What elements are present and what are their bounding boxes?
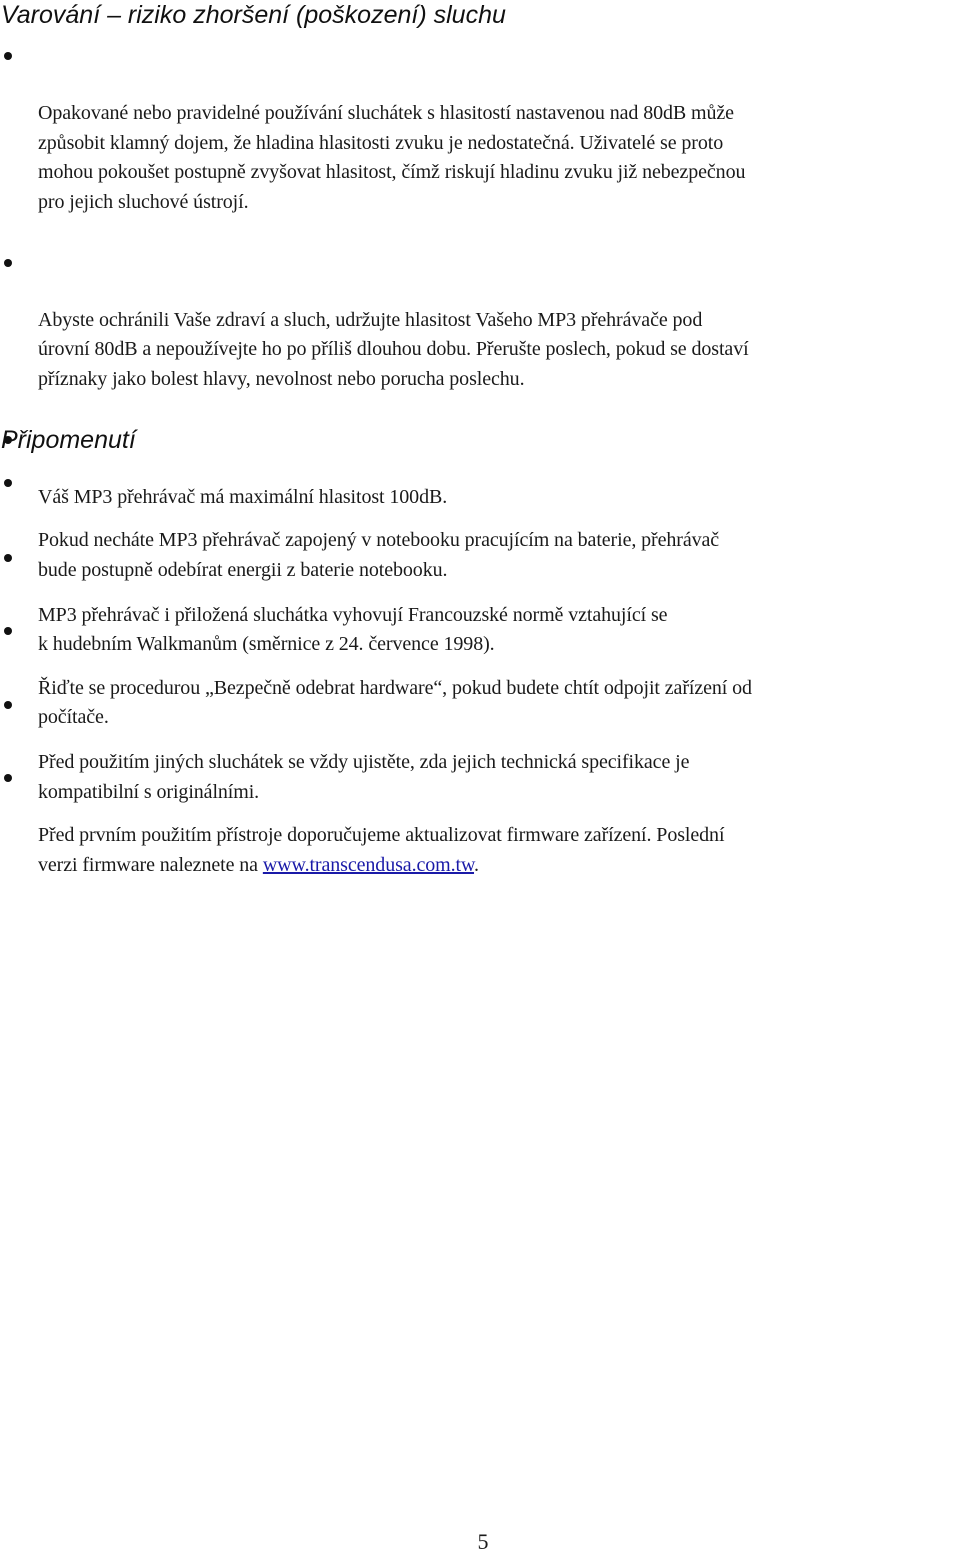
bullet-icon <box>4 774 12 782</box>
bullet-icon <box>4 479 12 487</box>
list-item <box>0 40 960 247</box>
list-item <box>0 467 960 615</box>
list-item-text: Opakované nebo pravidelné používání sluchátek s hlasitostí nastavenou nad 80dB může způsobit klamný dojem, že hladina hlasitosti zvuku je nedostatečná. Uživatelé se proto mohou pokoušet postupně zvyšovat hlasitost, čímž riskují hladinu zvuku již nebezpečnou pro jejich sluchové ústrojí. <box>38 102 746 213</box>
list-item-text <box>38 821 960 880</box>
bullet-icon <box>4 259 12 267</box>
reminder-list <box>0 467 960 910</box>
bullet-icon <box>4 52 12 60</box>
warning-heading: Varování – riziko zhoršení (poškození) sluchu <box>1 1 506 29</box>
list-item-text-before-link: Před prvním použitím přístroje doporučujeme aktualizovat firmware zařízení. Poslední verzi firmware naleznete na <box>38 824 725 876</box>
bullet-icon <box>4 627 12 635</box>
page-number: 5 <box>477 1529 489 1554</box>
list-item-text: Pokud necháte MP3 přehrávač zapojený v notebooku pracujícím na baterie, přehrávač bude postupně odebírat energii z baterie notebooku. <box>38 529 720 581</box>
list-item <box>0 247 960 424</box>
list-item-text-after-link: . <box>474 853 479 876</box>
list-item-text: MP3 přehrávač i přiložená sluchátka vyhovují Francouzské normě vztahující se k hudebním Walkmanům (směrnice z 24. července 1998). <box>38 603 668 655</box>
list-item <box>0 762 960 910</box>
firmware-website-link[interactable]: www.transcendusa.com.tw <box>262 853 475 876</box>
list-item-text: Před použitím jiných sluchátek se vždy ujistěte, zda jejich technická specifikace je kompatibilní s originálními. <box>38 751 690 803</box>
list-item <box>0 615 960 763</box>
list-item-text: Váš MP3 přehrávač má maximální hlasitost 100dB. <box>38 485 448 508</box>
list-item-text: Abyste ochránili Vaše zdraví a sluch, udržujte hlasitost Vašeho MP3 přehrávače pod úrovní 80dB a nepoužívejte ho po příliš dlouhou dobu. Přerušte poslech, pokud se dostaví příznaky jako bolest hlavy, nevolnost nebo porucha poslechu. <box>38 308 749 390</box>
list-item-text: Řiďte se procedurou „Bezpečně odebrat hardware“, pokud budete chtít odpojit zařízení od počítače. <box>38 676 752 728</box>
reminder-heading: Připomenutí <box>1 426 136 454</box>
